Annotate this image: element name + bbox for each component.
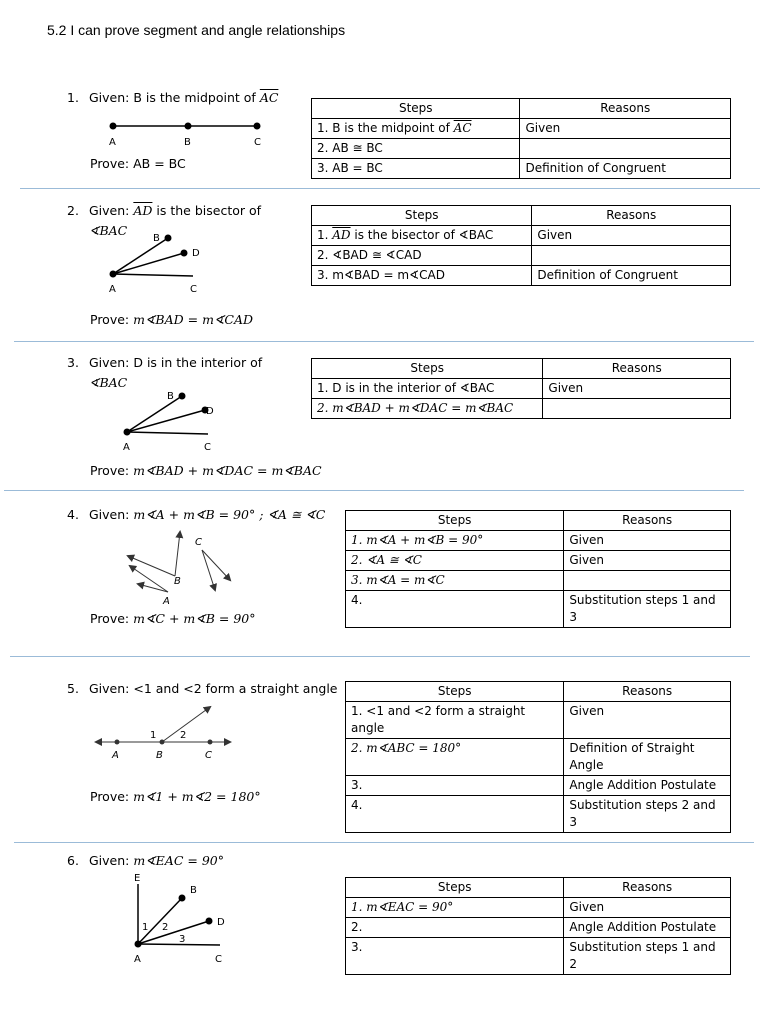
step-cell[interactable]: 2. AB ≅ BC — [312, 139, 520, 159]
step-cell[interactable]: 1. B is the midpoint of $\overline{AC}$ — [312, 119, 520, 139]
section-divider — [20, 188, 760, 189]
table-row — [346, 776, 731, 796]
figure-label: C — [204, 442, 211, 453]
table-row — [346, 571, 731, 591]
problem-3-given-cont: ∢BAC — [89, 375, 128, 390]
figure-label: E — [134, 873, 141, 884]
reasons-header: Reasons — [543, 359, 731, 379]
figure-label: B — [190, 885, 197, 896]
problem-3-figure — [112, 386, 222, 456]
figure-label: A — [109, 284, 116, 295]
steps-header: Steps — [346, 682, 564, 702]
step-cell[interactable]: 2. ∢BAD ≅ ∢CAD — [312, 246, 532, 266]
step-cell[interactable]: 4. — [346, 796, 564, 833]
figure-label: 1 — [142, 922, 149, 933]
figure-label: C — [195, 537, 202, 548]
table-row — [346, 796, 731, 833]
reasons-header: Reasons — [532, 206, 731, 226]
table-row — [312, 266, 731, 286]
table-row — [346, 702, 731, 739]
table-row — [312, 226, 731, 246]
reason-cell[interactable]: Substitution steps 1 and 3 — [564, 591, 731, 628]
section-divider — [10, 656, 750, 657]
problem-3-prove: Prove: m∢BAD + m∢DAC = m∢BAC — [90, 463, 322, 478]
problem-2-prove: Prove: m∢BAD = m∢CAD — [90, 312, 254, 327]
step-cell[interactable]: 2. m∢ABC = 180° — [346, 739, 564, 776]
figure-label: A — [109, 137, 116, 148]
problem-5-prove: Prove: m∢1 + m∢2 = 180° — [90, 789, 261, 804]
steps-header: Steps — [312, 206, 532, 226]
section-divider — [14, 842, 754, 843]
step-cell[interactable]: 1. m∢EAC = 90° — [346, 898, 564, 918]
reason-cell[interactable]: Given — [564, 531, 731, 551]
table-row — [346, 898, 731, 918]
step-cell[interactable]: 1. D is in the interior of ∢BAC — [312, 379, 543, 399]
table-row — [312, 246, 731, 266]
steps-header: Steps — [312, 359, 543, 379]
table-row — [312, 159, 731, 179]
table-row — [312, 379, 731, 399]
problem-5-given: 5. Given: <1 and <2 form a straight angle — [67, 681, 338, 696]
step-cell[interactable]: 1. m∢A + m∢B = 90° — [346, 531, 564, 551]
reasons-header: Reasons — [520, 99, 731, 119]
problem-2-proof-table — [311, 205, 731, 286]
figure-label: 2 — [180, 730, 187, 741]
problem-6-proof-table — [345, 877, 731, 975]
reasons-header: Reasons — [564, 511, 731, 531]
steps-header: Steps — [312, 99, 520, 119]
section-divider — [4, 490, 744, 491]
step-cell[interactable]: 1. <1 and <2 form a straight angle — [346, 702, 564, 739]
reasons-header: Reasons — [564, 878, 731, 898]
step-cell[interactable]: 3. m∢BAD = m∢CAD — [312, 266, 532, 286]
reason-cell[interactable]: Angle Addition Postulate — [564, 918, 731, 938]
reason-cell[interactable]: Substitution steps 1 and 2 — [564, 938, 731, 975]
figure-label: C — [205, 750, 212, 761]
reason-cell[interactable] — [564, 571, 731, 591]
step-cell[interactable]: 2. — [346, 918, 564, 938]
table-row — [346, 591, 731, 628]
step-cell[interactable]: 2. m∢BAD + m∢DAC = m∢BAC — [312, 399, 543, 419]
section-divider — [14, 341, 754, 342]
step-cell[interactable]: 3. — [346, 938, 564, 975]
reason-cell[interactable] — [532, 246, 731, 266]
reason-cell[interactable]: Substitution steps 2 and 3 — [564, 796, 731, 833]
figure-label: D — [192, 248, 200, 259]
table-row — [346, 551, 731, 571]
problem-5-figure — [92, 700, 237, 768]
reason-cell[interactable]: Given — [520, 119, 731, 139]
figure-label: 3 — [179, 934, 186, 945]
step-cell[interactable]: 3. — [346, 776, 564, 796]
figure-label: C — [190, 284, 197, 295]
problem-4-figure — [120, 528, 240, 612]
figure-label: A — [163, 596, 170, 607]
reason-cell[interactable]: Definition of Congruent — [532, 266, 731, 286]
reason-cell[interactable] — [520, 139, 731, 159]
figure-label: C — [254, 137, 261, 148]
reason-cell[interactable] — [543, 399, 731, 419]
problem-1-prove: Prove: AB = BC — [90, 156, 186, 171]
table-row — [346, 531, 731, 551]
figure-label: B — [174, 576, 181, 587]
reason-cell[interactable]: Given — [564, 702, 731, 739]
reason-cell[interactable]: Given — [564, 898, 731, 918]
reason-cell[interactable]: Definition of Straight Angle — [564, 739, 731, 776]
problem-1-figure — [100, 116, 275, 152]
figure-label: D — [217, 917, 225, 928]
figure-label: B — [167, 391, 174, 402]
table-row — [312, 139, 731, 159]
figure-label: C — [215, 954, 222, 965]
problem-3-proof-table — [311, 358, 731, 419]
reason-cell[interactable]: Given — [543, 379, 731, 399]
figure-label: A — [123, 442, 130, 453]
problem-3-given: 3. Given: D is in the interior of — [67, 355, 263, 370]
problem-1-proof-table — [311, 98, 731, 179]
table-row — [346, 938, 731, 975]
steps-header: Steps — [346, 511, 564, 531]
reason-cell[interactable]: Given — [564, 551, 731, 571]
table-row — [312, 399, 731, 419]
problem-4-proof-table — [345, 510, 731, 628]
step-cell[interactable]: 4. — [346, 591, 564, 628]
step-cell[interactable]: 3. m∢A = m∢C — [346, 571, 564, 591]
steps-header: Steps — [346, 878, 564, 898]
figure-label: B — [153, 233, 160, 244]
problem-2-given-cont: ∢BAC — [89, 223, 128, 238]
problem-5-proof-table — [345, 681, 731, 833]
reason-cell[interactable]: Definition of Congruent — [520, 159, 731, 179]
problem-2-figure — [100, 228, 210, 298]
problem-6-figure — [120, 868, 240, 970]
table-row — [312, 119, 731, 139]
reason-cell[interactable]: Given — [532, 226, 731, 246]
problem-6-given: 6. Given: m∢EAC = 90° — [67, 853, 224, 868]
figure-label: B — [156, 750, 163, 761]
problem-4-given: 4. Given: m∢A + m∢B = 90° ; ∢A ≅ ∢C — [67, 507, 326, 522]
step-cell[interactable]: 3. AB = BC — [312, 159, 520, 179]
step-cell[interactable]: 2. ∢A ≅ ∢C — [346, 551, 564, 571]
table-row — [346, 918, 731, 938]
problem-2-given: 2. Given: $\overline{AD}$ is the bisector of — [67, 203, 262, 218]
page-title: 5.2 I can prove segment and angle relationships — [47, 22, 346, 38]
table-row — [346, 739, 731, 776]
figure-label: B — [184, 137, 191, 148]
reasons-header: Reasons — [564, 682, 731, 702]
problem-4-prove: Prove: m∢C + m∢B = 90° — [90, 611, 256, 626]
figure-label: 2 — [162, 922, 169, 933]
problem-1-given: 1. Given: B is the midpoint of $\overline{AC}$ — [67, 90, 279, 105]
figure-label: D — [206, 406, 214, 417]
figure-label: A — [112, 750, 119, 761]
step-cell[interactable]: 1. $\overline{AD}$ is the bisector of ∢BAC — [312, 226, 532, 246]
reason-cell[interactable]: Angle Addition Postulate — [564, 776, 731, 796]
figure-label: A — [134, 954, 141, 965]
figure-label: 1 — [150, 730, 157, 741]
